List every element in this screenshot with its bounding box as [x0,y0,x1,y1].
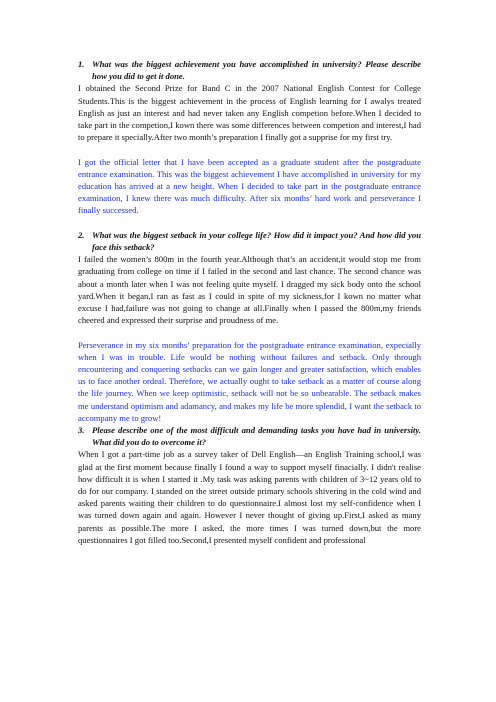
question-1 [78,58,421,82]
question-number: 1. [78,59,85,69]
question-text: Please describe one of the most difficult and demanding tasks you have had in university. What did you do to overcome it? [92,425,421,448]
document-page [78,58,421,546]
comment-2: Perseverance in my six months’ preparation for the postgraduate entrance examination, expecially when I was in trouble. Life would be nothing without failures and setback. Only through encountering and conquering setbacks can we gain longer and greater satisfaction, which enables us to face another ordeal. Therefore, we actually ought to take setback as a matter of course along the life journey. When we keep optimistic, setback will not be so unbearable. The setback makes me understand optimism and adamancy, and makes my life be more splendid, I want the setback to accompany me to grow! [78,339,421,423]
question-2 [78,229,421,253]
paragraph-gap [78,143,421,155]
question-3 [78,424,421,448]
answer-3: When I got a part-time job as a survey taker of Dell English—an English Training school,I was glad at the first moment because finally I found a way to support myself finacially. I didn't realise how difficult it is when I started it .My task was asking parents with children of 3~12 years old to do for our company. I standed on the street outside primary schools shivering in the cold wind and asked parents waiting their children to do questionnaire.I almost lost my self-confidence when I was turned down again and again. However I never thought of giving up.First,I asked as many parents as possible.The more I asked, the more times I was turned down,but the more questionnaires I got filled too.Second,I presented myself confident and professional [78,449,421,545]
question-text: What was the biggest achievement you have accomplished in university? Please describe how you did to get it done. [92,59,421,82]
paragraph-gap [78,217,421,229]
answer-1: I obtained the Second Prize for Band C in the 2007 National English Contest for College Students.This is the biggest achievement in the process of English learning for I awalys treated English as just an interest and had never taken any English competion before.When I decided to take part in the competion,I kown there was some differences between competion and interest,I had to prepare it specially.After two month’s preparation I finally got a supprise for my first try. [78,83,421,143]
question-text: What was the biggest setback in your college life? How did it impact you? And how did you face this setback? [92,229,421,253]
question-number: 3. [78,425,85,436]
answer-2: I failed the women’s 800m in the fourth year.Although that’s an accident,it would stop me from graduating from college on time if I failed in the second and last chance. The second chance was about a month later when I was not feeling quite myself. I dragged my sick body onto the school yard.When it began,I ran as fast as I could in spite of my sickness,for I kown no matter what excuse I had,failure was not going to change at all.Finally when I passed the 800m,my friends cheered and expressed their surprise and proudness of me. [78,254,421,326]
comment-1: I got the official letter that I have been accepted as a graduate student after the postgraduate entrance examination. This was the biggest achievement I have accomplished in university for my education has arrived at a new height. When I decided to take part in the postgraduate entrance examination, I knew there was much difficulty. After six months’ hard work and perseverance I finally successed. [78,156,421,216]
paragraph-gap [78,326,421,338]
question-number: 2. [78,229,85,240]
